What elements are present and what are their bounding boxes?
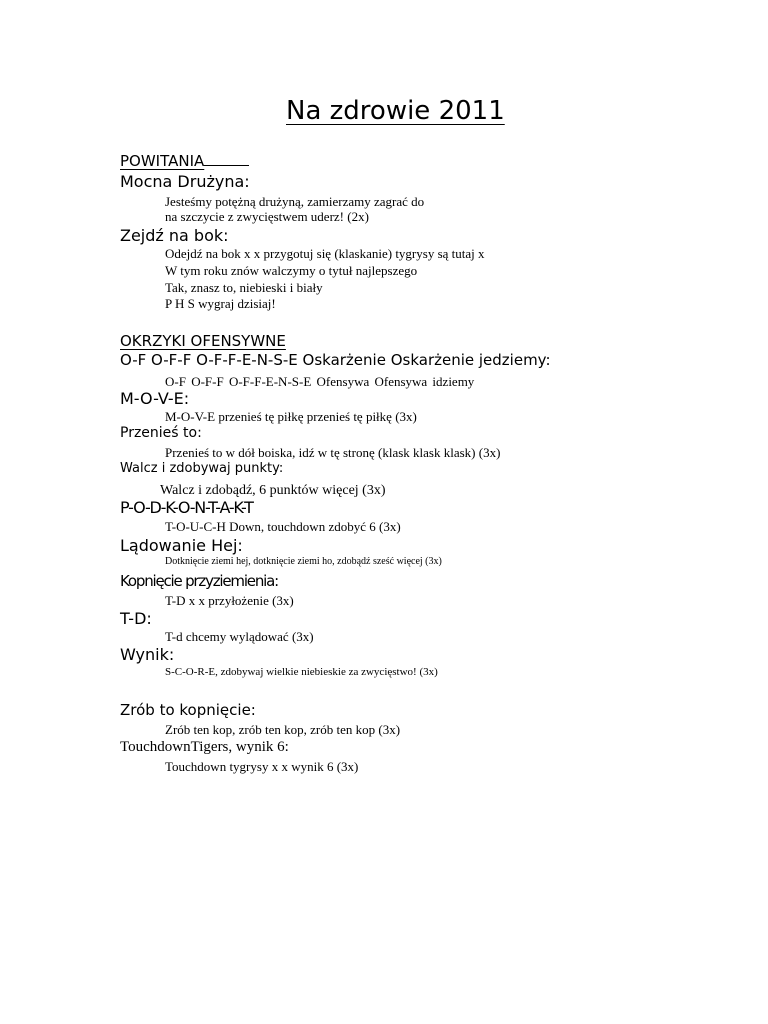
- cheer-heading-ladowanie-hej: Lądowanie Hej:: [120, 536, 243, 555]
- cheer-heading-mocna-druzyna: Mocna Drużyna:: [120, 172, 250, 191]
- section-heading-okrzyki-ofensywne: OKRZYKI OFENSYWNE: [120, 332, 286, 350]
- cheer-line: Jesteśmy potężną drużyną, zamierzamy zagrać do: [165, 194, 425, 209]
- cheer-heading-td: T-D:: [120, 609, 152, 628]
- cheer-line: Touchdown tygrysy x x wynik 6 (3x): [165, 759, 359, 774]
- cheer-line: Dotknięcie ziemi hej, dotknięcie ziemi ho, zdobądź sześć więcej (3x): [165, 556, 442, 567]
- cheer-heading-move: M-O-V-E:: [120, 389, 190, 408]
- cheer-line: T-d chcemy wylądować (3x): [165, 629, 314, 644]
- cheer-line: T-O-U-C-H Down, touchdown zdobyć 6 (3x): [165, 519, 401, 534]
- cheer-heading-walcz: Walcz i zdobywaj punkty:: [120, 461, 284, 476]
- cheer-line: P H S wygraj dzisiaj!: [165, 296, 276, 311]
- cheer-heading-zejdz-na-bok: Zejdź na bok:: [120, 226, 229, 245]
- cheer-line: Tak, znasz to, niebieski i biały: [165, 280, 323, 295]
- section-heading-powitania: [120, 154, 249, 169]
- cheer-heading-podkontakt: P-O-D-K-O-N-T-A-K-T: [120, 498, 253, 517]
- heading-underline-extension: [204, 164, 249, 166]
- cheer-heading-kopniecie: Kopnięcie przyziemienia:: [120, 572, 278, 590]
- cheer-line: Walcz i zdobądź, 6 punktów więcej (3x): [160, 483, 386, 498]
- cheer-line: na szczycie z zwycięstwem uderz! (2x): [165, 209, 369, 224]
- cheer-line: Przenieś to w dół boiska, idź w tę stronę (klask klask klask) (3x): [165, 445, 501, 460]
- cheer-line: W tym roku znów walczymy o tytuł najlepszego: [165, 263, 418, 278]
- cheer-heading-of: O-F O-F-F O-F-F-E-N-S-E Oskarżenie Oskarżenie jedziemy:: [120, 351, 551, 369]
- cheer-heading-zrob-to-kopniecie: Zrób to kopnięcie:: [120, 701, 256, 719]
- cheer-heading-touchdown-tigers: TouchdownTigers, wynik 6:: [120, 739, 289, 755]
- cheer-line: S-C-O-R-E, zdobywaj wielkie niebieskie za zwycięstwo! (3x): [165, 666, 438, 678]
- cheer-line: Zrób ten kop, zrób ten kop, zrób ten kop (3x): [165, 722, 401, 737]
- cheer-heading-wynik: Wynik:: [120, 645, 175, 664]
- cheer-heading-przenies-to: Przenieś to:: [120, 425, 202, 441]
- cheer-line: Odejdź na bok x x przygotuj się (klaskanie) tygrysy są tutaj x: [165, 246, 485, 261]
- section-heading-powitania-text: POWITANIA: [120, 152, 205, 170]
- document-title: Na zdrowie 2011: [286, 96, 505, 126]
- cheer-line: T-D x x przyłożenie (3x): [165, 593, 294, 608]
- cheer-line: M-O-V-E przenieś tę piłkę przenieś tę piłkę (3x): [165, 409, 417, 424]
- cheer-line: O-F O-F-F O-F-F-E-N-S-E Ofensywa Ofensywa idziemy: [165, 374, 475, 389]
